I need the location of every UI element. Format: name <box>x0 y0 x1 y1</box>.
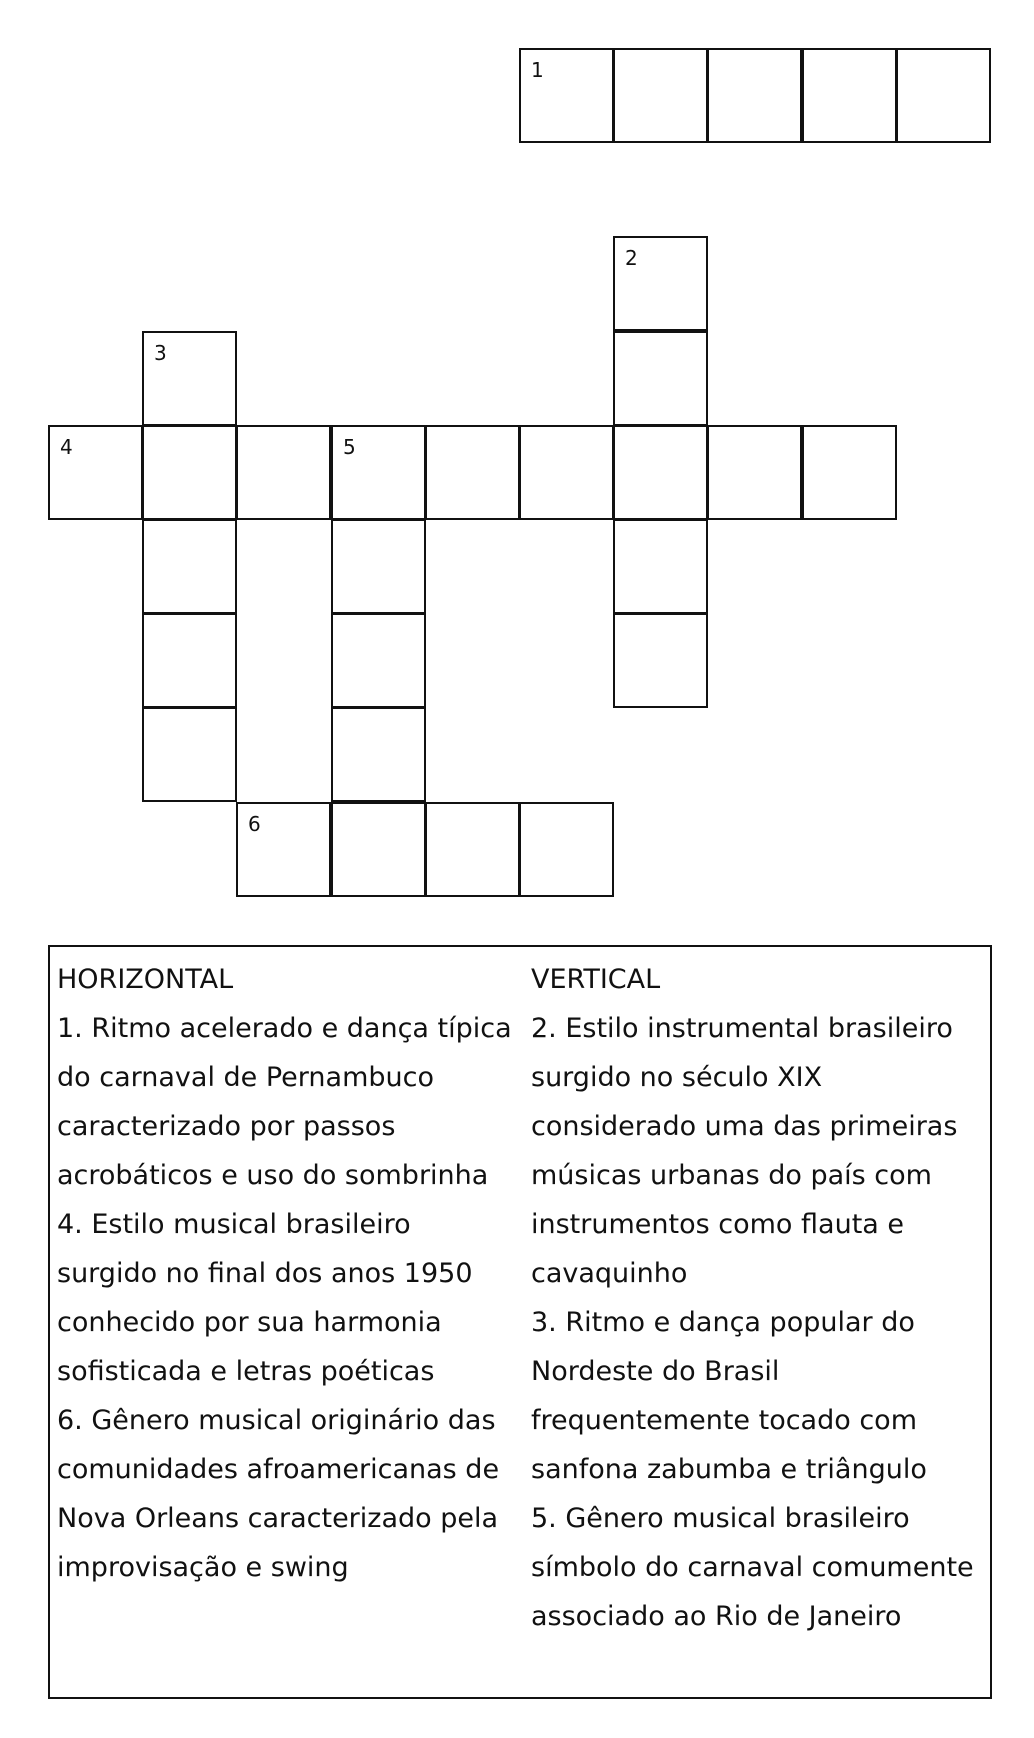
crossword-cell[interactable] <box>707 425 802 520</box>
vertical-clue-lines <box>531 1004 981 1641</box>
crossword-cell[interactable] <box>425 425 520 520</box>
clue-line: conhecido por sua harmonia <box>57 1307 442 1338</box>
crossword-cell[interactable] <box>613 331 708 426</box>
crossword-cell[interactable] <box>707 48 802 143</box>
crossword-cell[interactable] <box>331 707 426 802</box>
clue-number: 6 <box>248 812 261 836</box>
clue-line: instrumentos como flauta e <box>531 1209 905 1240</box>
clue-line: considerado uma das primeiras <box>531 1111 958 1142</box>
clue-line: acrobáticos e uso do sombrinha <box>57 1160 489 1191</box>
clue-line: 6. Gênero musical originário das <box>57 1405 496 1436</box>
clue-line: caracterizado por passos <box>57 1111 396 1142</box>
clue-number: 1 <box>531 58 544 82</box>
clue-line: improvisação e swing <box>57 1552 349 1583</box>
clue-line: do carnaval de Pernambuco <box>57 1062 434 1093</box>
clue-line: Nordeste do Brasil <box>531 1356 780 1387</box>
vertical-heading: VERTICAL <box>531 964 661 995</box>
horizontal-clues <box>57 955 517 1592</box>
clue-line: sofisticada e letras poéticas <box>57 1356 435 1387</box>
crossword-cell[interactable] <box>613 425 708 520</box>
clue-line: associado ao Rio de Janeiro <box>531 1601 902 1632</box>
clue-line: frequentemente tocado com <box>531 1405 918 1436</box>
crossword-cell-3[interactable] <box>142 331 237 426</box>
crossword-cell[interactable] <box>613 613 708 708</box>
clue-line: surgido no final dos anos 1950 <box>57 1258 473 1289</box>
crossword-cell-5[interactable] <box>331 425 426 520</box>
crossword-cell[interactable] <box>613 48 708 143</box>
clue-line: 4. Estilo musical brasileiro <box>57 1209 411 1240</box>
crossword-cell[interactable] <box>802 48 897 143</box>
clue-number: 5 <box>343 435 356 459</box>
clue-line: comunidades afroamericanas de <box>57 1454 500 1485</box>
vertical-clues <box>531 955 981 1641</box>
crossword-cell[interactable] <box>142 425 237 520</box>
clue-line: surgido no século XIX <box>531 1062 823 1093</box>
clues-panel <box>48 945 992 1699</box>
clue-number: 2 <box>625 246 638 270</box>
clue-number: 3 <box>154 341 167 365</box>
crossword-cell[interactable] <box>896 48 991 143</box>
crossword-cell[interactable] <box>142 613 237 708</box>
clue-line: sanfona zabumba e triângulo <box>531 1454 927 1485</box>
crossword-cell[interactable] <box>142 519 237 614</box>
clue-line: 5. Gênero musical brasileiro <box>531 1503 910 1534</box>
clue-line: símbolo do carnaval comumente <box>531 1552 974 1583</box>
crossword-cell[interactable] <box>142 707 237 802</box>
clue-number: 4 <box>60 435 73 459</box>
crossword-cell[interactable] <box>802 425 897 520</box>
clue-line: 2. Estilo instrumental brasileiro <box>531 1013 953 1044</box>
crossword-cell[interactable] <box>519 425 614 520</box>
clue-line: 3. Ritmo e dança popular do <box>531 1307 915 1338</box>
crossword-cell[interactable] <box>613 519 708 614</box>
clue-line: cavaquinho <box>531 1258 688 1289</box>
clue-line: 1. Ritmo acelerado e dança típica <box>57 1013 512 1044</box>
clue-line: Nova Orleans caracterizado pela <box>57 1503 499 1534</box>
crossword-cell[interactable] <box>331 802 426 897</box>
crossword-cell[interactable] <box>519 802 614 897</box>
crossword-cell[interactable] <box>425 802 520 897</box>
crossword-cell-2[interactable] <box>613 236 708 331</box>
crossword-cell-6[interactable] <box>236 802 331 897</box>
crossword-cell[interactable] <box>236 425 331 520</box>
horizontal-heading: HORIZONTAL <box>57 964 234 995</box>
crossword-cell-1[interactable] <box>519 48 614 143</box>
crossword-cell-4[interactable] <box>48 425 143 520</box>
horizontal-clue-lines <box>57 1004 517 1592</box>
crossword-cell[interactable] <box>331 519 426 614</box>
crossword-cell[interactable] <box>331 613 426 708</box>
clue-line: músicas urbanas do país com <box>531 1160 932 1191</box>
